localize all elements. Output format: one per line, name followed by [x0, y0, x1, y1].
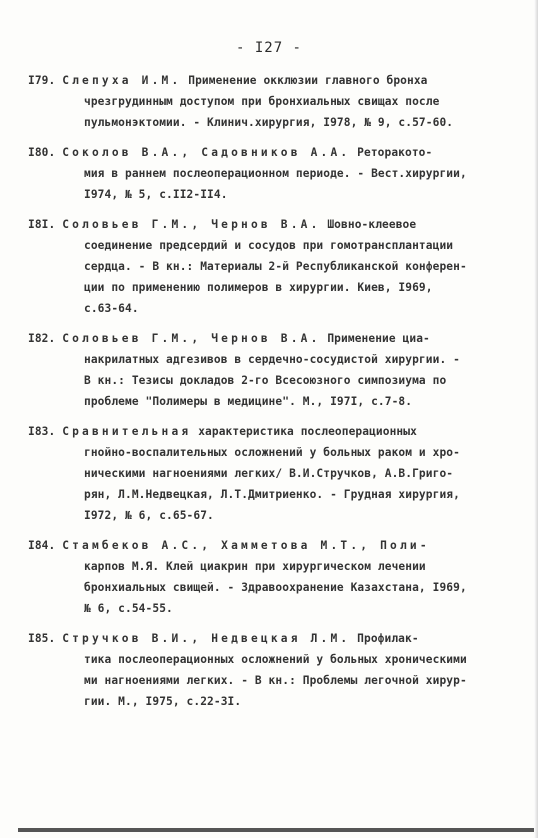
entry-number: I80. [28, 146, 56, 159]
bibliography-entry [28, 70, 514, 133]
entry-author: Стамбеков А.С., Хамметова М.Т., Поли- [62, 539, 430, 552]
entry-first-line [28, 328, 514, 349]
entry-author: Слепуха И.М. [62, 74, 182, 87]
entry-title-start: Шовно-клеевое [320, 218, 417, 231]
entry-number: I8I. [28, 218, 56, 231]
entry-author: Соколов В.А., Садовников А.А. [62, 146, 351, 159]
bibliography-entry [28, 328, 514, 412]
entry-continuation-line: чрезгрудинным доступом при бронхиальных свищах после [84, 95, 440, 108]
entry-continuation-line: ции по применению полимеров в хирургии. Киев, I969, [84, 281, 433, 294]
bibliography-entry [28, 142, 514, 205]
entry-continuation-line: ническими нагноениями легких/ В.И.Стручков, А.В.Григо- [84, 467, 454, 480]
entry-continuation-line: I972, № 6, с.65-67. [84, 509, 214, 522]
right-edge-shadow [534, 0, 538, 838]
bibliography-entry [28, 214, 514, 319]
entry-author: Сравнительная [62, 425, 192, 438]
entry-continuation-line: тика послеоперационных осложнений у больных хроническими [84, 653, 467, 666]
bibliography-entry [28, 535, 514, 619]
entry-title-start: Профилак- [350, 632, 419, 645]
bibliography-list [28, 70, 514, 721]
entry-number: I79. [28, 74, 56, 87]
entry-continuation-line: рян, Л.М.Недвецкая, Л.Т.Дмитриенко. - Грудная хирургия, [84, 488, 460, 501]
page-number: - I27 - [235, 40, 302, 56]
entry-title-start: Применение циа- [320, 332, 430, 345]
entry-number: I83. [28, 425, 56, 438]
bottom-edge-rule [18, 828, 538, 832]
bibliography-entry [28, 628, 514, 712]
entry-first-line [28, 535, 514, 556]
entry-continuation-line: с.63-64. [84, 302, 139, 315]
entry-author: Соловьев Г.М., Чернов В.А. [62, 218, 321, 231]
entry-first-line [28, 70, 514, 91]
entry-continuation-line: карпов М.Я. Клей циакрин при хирургическом лечении [84, 560, 426, 573]
entry-number: I84. [28, 539, 56, 552]
entry-first-line [28, 214, 514, 235]
entry-author: Стручков В.И., Недвецкая Л.М. [62, 632, 351, 645]
entry-continuation-line: бронхиальных свищей. - Здравоохранение Казахстана, I969, [84, 581, 467, 594]
entry-number: I82. [28, 332, 56, 345]
entry-title-start: Реторакото- [350, 146, 433, 159]
entry-continuation-line: проблеме "Полимеры в медицине". М., I97I, с.7-8. [84, 395, 413, 408]
entry-title-start: характеристика послеоперационных [191, 425, 417, 438]
entry-continuation-line: сердца. - В кн.: Материалы 2-й Республиканской конферен- [84, 260, 467, 273]
entry-continuation-line: соединение предсердий и сосудов при гомотрансплантации [84, 239, 454, 252]
entry-title-start: Применение окклюзии главного бронха [181, 74, 428, 87]
bibliography-entry [28, 421, 514, 526]
entry-number: I85. [28, 632, 56, 645]
entry-continuation-line: № 6, с.54-55. [84, 602, 173, 615]
entry-first-line [28, 628, 514, 649]
entry-continuation-line: В кн.: Тезисы докладов 2-го Всесоюзного симпозиума по [84, 374, 447, 387]
entry-continuation-line: пульмонэктомии. - Клинич.хирургия, I978, № 9, с.57-60. [84, 116, 454, 129]
entry-continuation-line: гнойно-воспалительных осложнений у больных раком и хро- [84, 446, 460, 459]
entry-author: Соловьев Г.М., Чернов В.А. [62, 332, 321, 345]
entry-continuation-line: I974, № 5, с.II2-II4. [84, 188, 228, 201]
entry-continuation-line: гии. М., I975, с.22-3I. [84, 695, 242, 708]
entry-continuation-line: ми нагноениями легких. - В кн.: Проблемы легочной хирур- [84, 674, 467, 687]
entry-continuation-line: накрилатных адгезивов в сердечно-сосудистой хирургии. - [84, 353, 460, 366]
entry-first-line [28, 142, 514, 163]
entry-continuation-line: мия в раннем послеоперационном периоде. - Вест.хирургии, [84, 167, 467, 180]
entry-first-line [28, 421, 514, 442]
